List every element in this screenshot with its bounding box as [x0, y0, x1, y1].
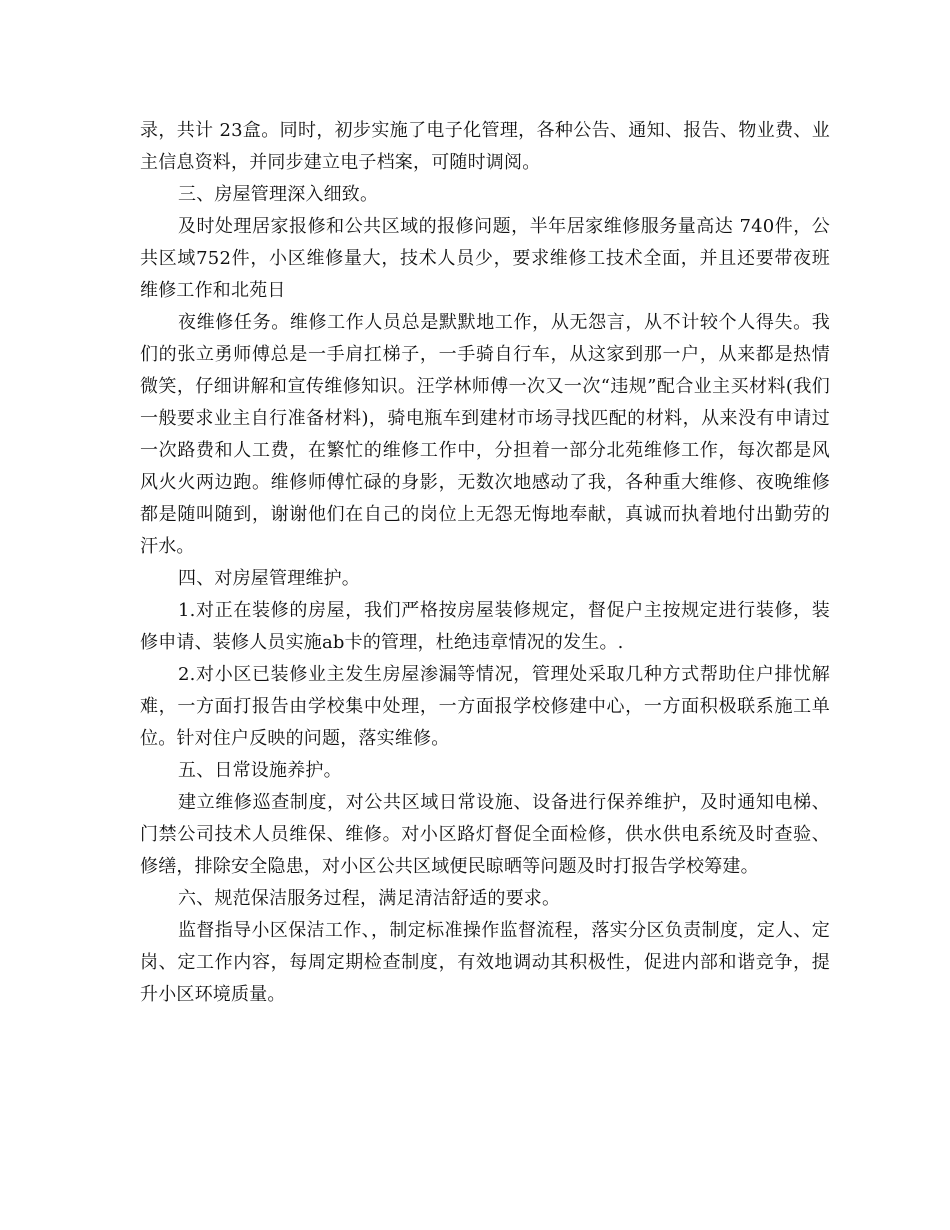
section-heading-house-maintenance: 四、对房屋管理维护。: [178, 568, 360, 589]
section-heading-cleaning-service: 六、规范保洁服务过程，满足清洁舒适的要求。: [178, 888, 561, 909]
paragraph-archive-records: 录，共计 23盒。同时，初步实施了电子化管理，各种公告、通知、报告、物业费、业主信息资料，并同步建立电子档案，可随时调阅。: [140, 120, 830, 173]
list-item-leakage: 2.对小区已装修业主发生房屋渗漏等情况，管理处采取几种方式帮助住户排忧解难，一方面打报告由学校集中处理，一方面报学校修建中心，一方面积极联系施工单位。针对住户反映的问题，落实维修。: [140, 664, 830, 749]
paragraph-inspection-system: 建立维修巡查制度，对公共区域日常设施、设备进行保养维护，及时通知电梯、门禁公司技术人员维保、维修。对小区路灯督促全面检修，供水供电系统及时查验、修缮，排除安全隐患，对小区公共区域便民晾晒等问题及时打报告学校筹建。: [140, 792, 830, 877]
paragraph-repair-staff: 夜维修任务。维修工作人员总是默默地工作，从无怨言，从不计较个人得失。我们的张立勇师傅总是一手肩扛梯子，一手骑自行车，从这家到那一户，从来都是热情微笑，仔细讲解和宣传维修知识。汪学林师傅一次又一次“违规”配合业主买材料(我们一般要求业主自行准备材料)，骑电瓶车到建材市场寻找匹配的材料，从来没有申请过一次路费和人工费，在繁忙的维修工作中，分担着一部分北苑维修工作，每次都是风风火火两边跑。维修师傅忙碌的身影，无数次地感动了我，各种重大维修、夜晚维修都是随叫随到，谢谢他们在自己的岗位上无怨无悔地奉献，真诚而执着地付出勤劳的汗水。: [140, 312, 830, 557]
paragraph-repair-requests: 及时处理居家报修和公共区域的报修问题，半年居家维修服务量高达 740件，公共区域752件，小区维修量大，技术人员少，要求维修工技术全面，并且还要带夜班维修工作和北苑日: [140, 216, 830, 301]
section-heading-house-management: 三、房屋管理深入细致。: [178, 184, 379, 205]
section-heading-facility-upkeep: 五、日常设施养护。: [178, 760, 342, 781]
document-body: [140, 115, 830, 1011]
list-item-renovation: 1.对正在装修的房屋，我们严格按房屋装修规定，督促户主按规定进行装修，装修申请、装修人员实施ab卡的管理，杜绝违章情况的发生。.: [140, 600, 830, 653]
paragraph-cleaning-supervision: 监督指导小区保洁工作、，制定标准操作监督流程，落实分区负责制度，定人、定岗、定工作内容，每周定期检查制度，有效地调动其积极性，促进内部和谐竞争，提升小区环境质量。: [140, 920, 830, 1005]
